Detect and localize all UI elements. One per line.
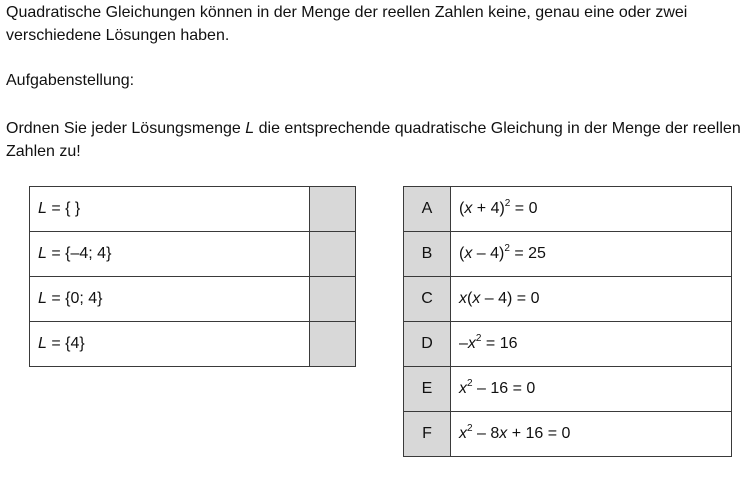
equation-exponent: 2 (504, 243, 510, 254)
equation-term: ( (459, 200, 465, 217)
equation-variable: x (459, 425, 467, 442)
equation-expression (451, 187, 732, 232)
solution-set-value: = { } (46, 200, 81, 217)
equation-letter: D (404, 322, 451, 367)
solution-set-value: = {0; 4} (46, 290, 103, 307)
solution-set-row (30, 322, 356, 367)
answer-box[interactable] (310, 187, 356, 232)
equation-row (404, 367, 732, 412)
task-variable: L (245, 120, 255, 137)
intro-text: Quadratische Gleichungen können in der Menge der reellen Zahlen keine, genau eine oder zwei verschiedene Lösungen haben. (6, 4, 688, 44)
equation-term: + 16 = 0 (507, 425, 571, 442)
equation-expression (451, 277, 732, 322)
solution-set-value: = {4} (46, 335, 85, 352)
equation-variable: x (464, 200, 473, 217)
solution-set-expression (30, 322, 310, 367)
equation-term: = 16 (481, 335, 518, 352)
equation-letter: E (404, 367, 451, 412)
equation-variable: x (464, 245, 473, 262)
equation-exponent: 2 (475, 333, 482, 344)
equation-exponent: 2 (467, 423, 473, 434)
equation-row (404, 232, 732, 277)
solution-set-row (30, 232, 356, 277)
task-instruction (6, 117, 741, 163)
equation-term: – 4) (472, 245, 505, 262)
equation-expression (451, 367, 732, 412)
equation-variable: x (459, 290, 467, 307)
equation-variable: x (472, 290, 481, 307)
equation-table (403, 186, 732, 457)
solution-set-variable: L (38, 200, 47, 217)
equation-term: ( (467, 290, 473, 307)
equation-expression (451, 412, 732, 457)
equation-row (404, 412, 732, 457)
equation-term: – 8 (472, 425, 500, 442)
solution-set-row (30, 277, 356, 322)
solution-set-expression (30, 187, 310, 232)
equation-exponent: 2 (504, 198, 511, 209)
answer-box[interactable] (310, 322, 356, 367)
equation-term: = 0 (510, 200, 538, 217)
equation-letter: F (404, 412, 451, 457)
solution-set-variable: L (38, 290, 47, 307)
equation-row (404, 322, 732, 367)
equation-term: = 25 (509, 245, 546, 262)
task-text-before: Ordnen Sie jeder Lösungsmenge (6, 120, 246, 137)
equation-letter: B (404, 232, 451, 277)
equation-letter: A (404, 187, 451, 232)
solution-set-value: = {–4; 4} (46, 245, 112, 262)
equation-expression (451, 322, 732, 367)
solution-set-expression (30, 277, 310, 322)
solution-set-expression (30, 232, 310, 277)
equation-variable: x (499, 425, 508, 442)
solution-set-row (30, 187, 356, 232)
equation-row (404, 187, 732, 232)
equation-term: + 4) (472, 200, 505, 217)
answer-box[interactable] (310, 232, 356, 277)
solution-set-table (29, 186, 356, 367)
answer-box[interactable] (310, 277, 356, 322)
equation-term: – 4) = 0 (480, 290, 540, 307)
equation-term: ( (459, 245, 465, 262)
solution-set-variable: L (38, 245, 47, 262)
equation-expression (451, 232, 732, 277)
equation-term: – 16 = 0 (472, 380, 536, 397)
equation-letter: C (404, 277, 451, 322)
equation-variable: x (467, 335, 476, 352)
task-text-after: die entsprechende quadratische Gleichung in der Menge der reellen Zahlen zu! (6, 120, 741, 160)
equation-row (404, 277, 732, 322)
equation-term: – (459, 335, 468, 352)
solution-set-variable: L (38, 335, 47, 352)
equation-exponent: 2 (467, 378, 473, 389)
equation-variable: x (459, 380, 467, 397)
task-heading: Aufgabenstellung: (6, 72, 135, 89)
